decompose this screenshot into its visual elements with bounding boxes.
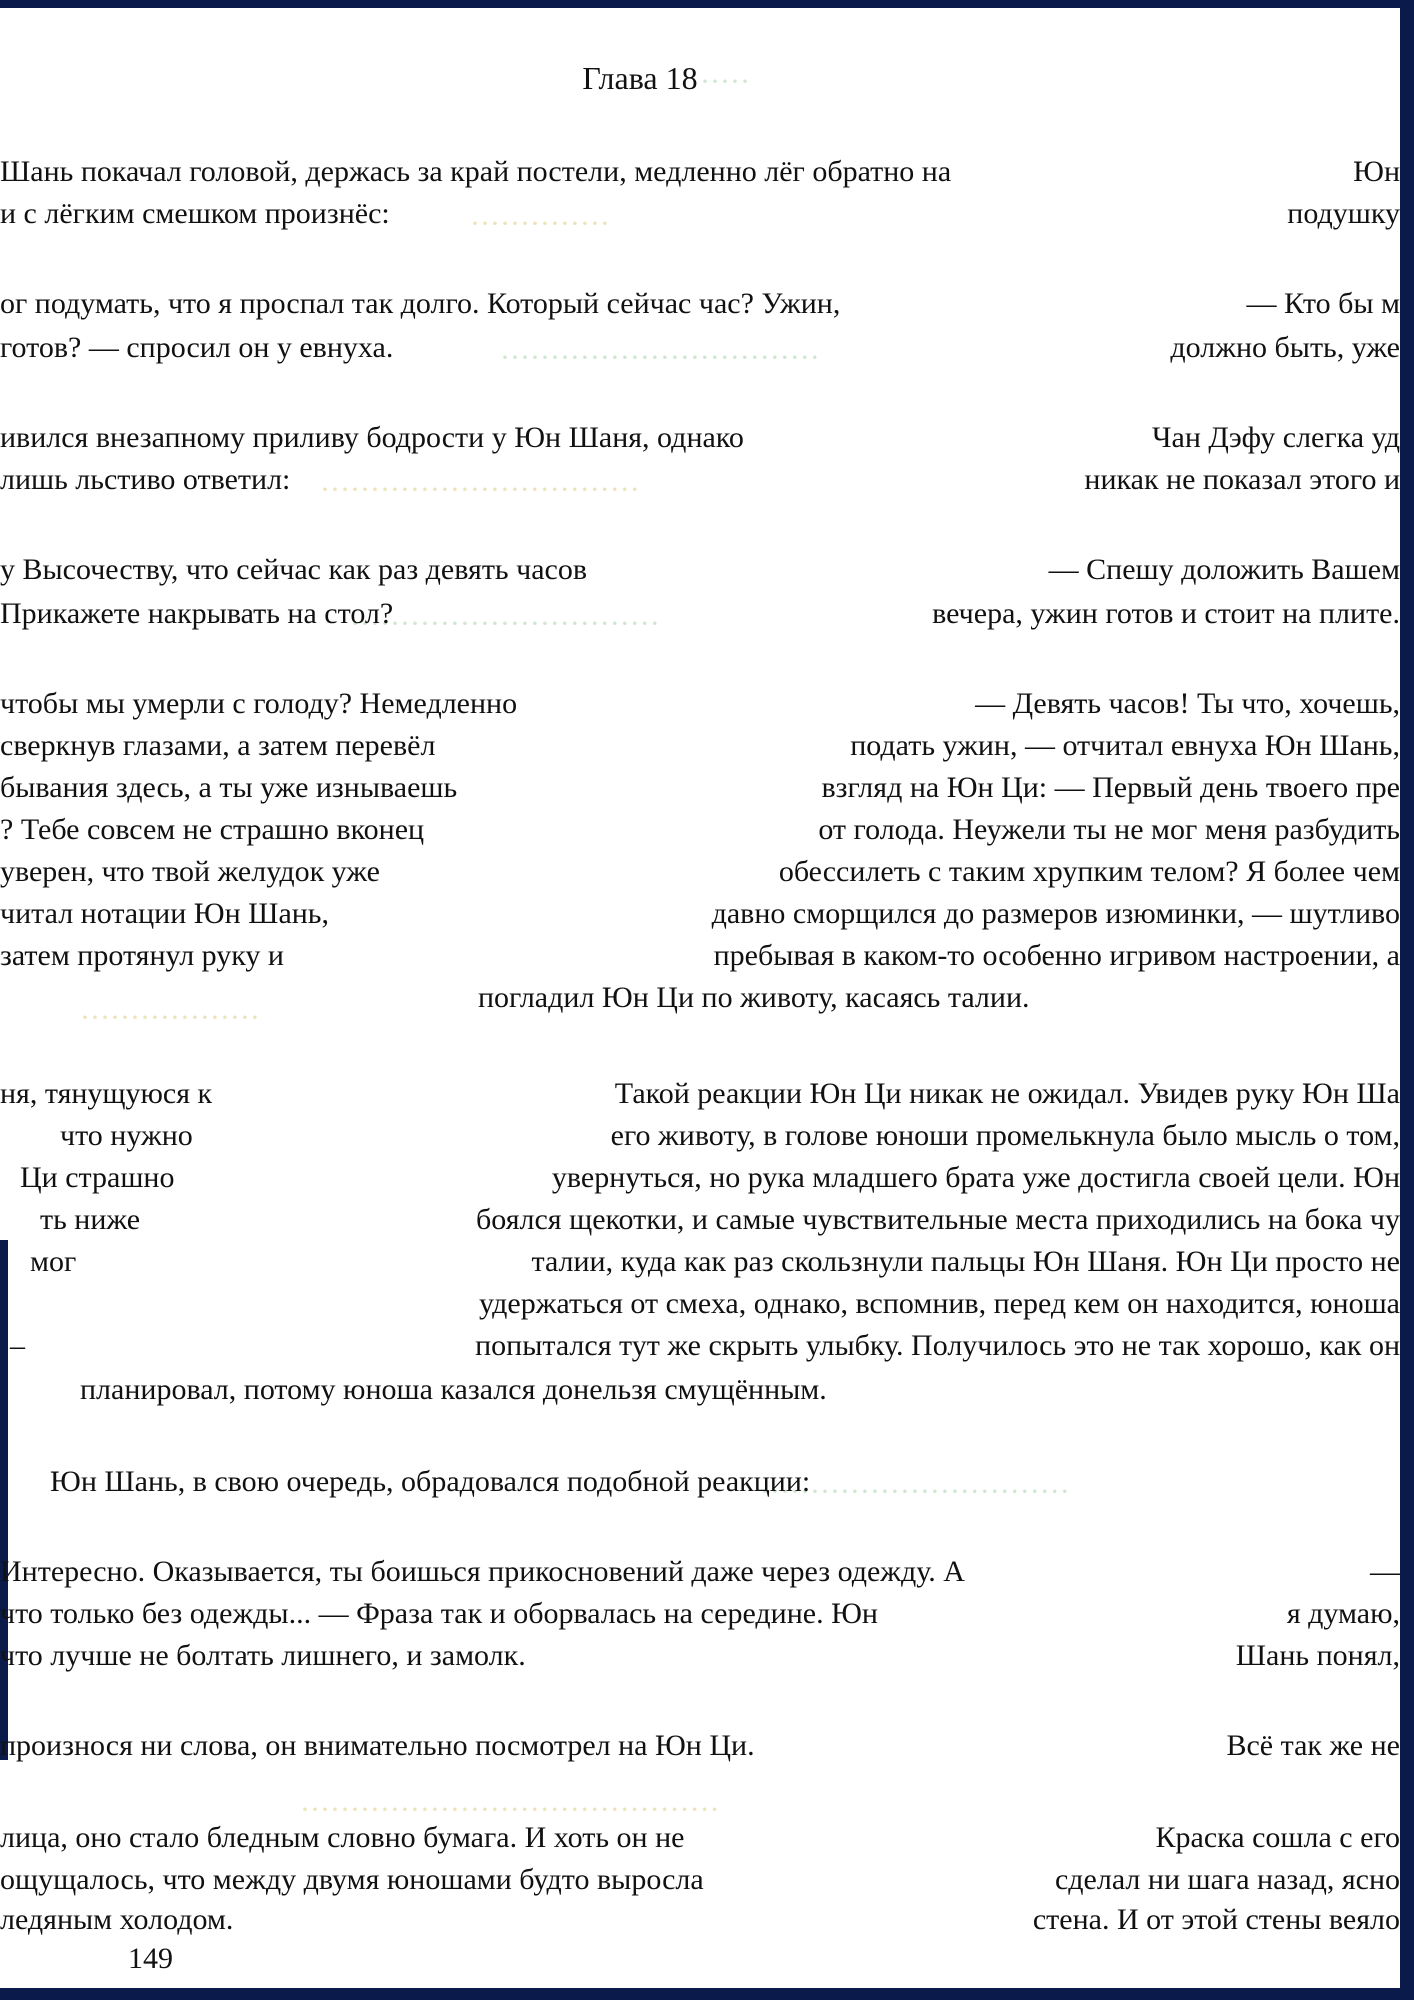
text-line: боялся щекотки, и самые чувствительные места приходились на бока чу (476, 1203, 1400, 1236)
text-line: Ци страшно (20, 1161, 175, 1194)
text-line: Шань понял, (1235, 1639, 1400, 1672)
text-line: ня, тянущуюся к (0, 1077, 213, 1110)
text-line: попытался тут же скрыть улыбку. Получилось это не так хорошо, как он (475, 1329, 1400, 1362)
text-line: ог подумать, что я проспал так долго. Который сейчас час? Ужин, (0, 287, 841, 320)
bleed-through-decoration: ·············· (470, 207, 610, 240)
page-number: 149 (128, 1942, 173, 1975)
text-line: подать ужин, — отчитал евнуха Юн Шань, (850, 729, 1400, 762)
text-line: Юн (1353, 155, 1400, 188)
text-line: – (10, 1329, 25, 1362)
scan-border-left (0, 1240, 8, 1760)
text-line: подушку (1287, 197, 1400, 230)
text-line: — Кто бы м (1246, 287, 1400, 320)
text-line: Краска сошла с его (1155, 1821, 1400, 1854)
text-line: уверен, что твой желудок уже (0, 855, 380, 888)
text-line: вечера, ужин готов и стоит на плите. (932, 597, 1400, 630)
text-line: лишь льстиво ответил: (0, 463, 291, 496)
text-line: ивился внезапному приливу бодрости у Юн Шаня, однако (0, 421, 744, 454)
bleed-through-decoration: ·················· (80, 1001, 260, 1034)
text-line: читал нотации Юн Шань, (0, 897, 329, 930)
text-line: у Высочеству, что сейчас как раз девять часов (0, 553, 587, 586)
text-line: затем протянул руку и (0, 939, 284, 972)
text-line: Юн Шань, в свою очередь, обрадовался подобной реакции: (50, 1465, 811, 1498)
bleed-through-decoration: ·········································· (300, 1793, 720, 1826)
text-line: Прикажете накрывать на стол? (0, 597, 394, 630)
text-line: я думаю, (1286, 1597, 1400, 1630)
scan-border-bottom (0, 1988, 1414, 2000)
text-line: готов? — спросил он у евнуха. (0, 331, 394, 364)
scan-border-top (0, 0, 1414, 8)
text-line: сверкнув глазами, а затем перевёл (0, 729, 436, 762)
bleed-through-decoration: ····· (700, 65, 750, 98)
bleed-through-decoration: ································ (320, 473, 640, 506)
text-line: что лучше не болтать лишнего, и замолк. (0, 1639, 526, 1672)
text-line: что только без одежды... — Фраза так и оборвалась на середине. Юн (0, 1597, 878, 1630)
bleed-through-decoration: ······························· (760, 1475, 1070, 1508)
text-line: Интересно. Оказывается, ты боишься прикосновений даже через одежду. А (0, 1555, 965, 1588)
text-line: — (1370, 1555, 1400, 1588)
text-line: талии, куда как раз скользнули пальцы Юн Шаня. Юн Ци просто не (531, 1245, 1400, 1278)
text-line: Чан Дэфу слегка уд (1152, 421, 1400, 454)
bleed-through-decoration: ······························· (350, 607, 660, 640)
text-line: обессилеть с таким хрупким телом? Я более чем (778, 855, 1400, 888)
text-line: мог (30, 1245, 77, 1278)
text-line: погладил Юн Ци по животу, касаясь талии. (478, 981, 1030, 1014)
text-line: — Спешу доложить Вашем (1048, 553, 1400, 586)
chapter-title: Глава 18 (582, 60, 698, 96)
text-line: Всё так же не (1226, 1729, 1400, 1762)
text-line: Шань покачал головой, держась за край постели, медленно лёг обратно на (0, 155, 952, 188)
text-line: ть ниже (40, 1203, 141, 1236)
scan-border-right (1400, 0, 1414, 2000)
text-line: его животу, в голове юноши промелькнула было мысль о том, (610, 1119, 1400, 1152)
text-line: пребывая в каком-то особенно игривом настроении, а (713, 939, 1400, 972)
text-line: бывания здесь, а ты уже изнываешь (0, 771, 458, 804)
text-line: от голода. Неужели ты не мог меня разбудить (818, 813, 1400, 846)
text-line: чтобы мы умерли с голоду? Немедленно (0, 687, 518, 720)
text-line: взгляд на Юн Ци: — Первый день твоего пре (821, 771, 1400, 804)
text-line: должно быть, уже (1170, 331, 1400, 364)
text-line: Такой реакции Юн Ци никак не ожидал. Увидев руку Юн Ша (614, 1077, 1400, 1110)
text-line: ощущалось, что между двумя юношами будто выросла (0, 1863, 704, 1896)
text-line: произнося ни слова, он внимательно посмотрел на Юн Ци. (0, 1729, 755, 1762)
text-line: что нужно (60, 1119, 193, 1152)
text-line: ледяным холодом. (0, 1903, 234, 1936)
text-line: стена. И от этой стены веяло (1032, 1903, 1400, 1936)
text-line: лица, оно стало бледным словно бумага. И хоть он не (0, 1821, 685, 1854)
bleed-through-decoration: ································ (500, 341, 820, 374)
text-line: — Девять часов! Ты что, хочешь, (975, 687, 1400, 720)
text-line: ? Тебе совсем не страшно вконец (0, 813, 425, 846)
text-line: давно сморщился до размеров изюминки, — шутливо (711, 897, 1400, 930)
text-line: удержаться от смеха, однако, вспомнив, перед кем он находится, юноша (479, 1287, 1400, 1320)
text-line: планировал, потому юноша казался донельзя смущённым. (80, 1373, 827, 1406)
text-line: и с лёгким смешком произнёс: (0, 197, 390, 230)
text-line: увернуться, но рука младшего брата уже достигла своей цели. Юн (551, 1161, 1400, 1194)
text-line: никак не показал этого и (1084, 463, 1400, 496)
text-line: сделал ни шага назад, ясно (1054, 1863, 1400, 1896)
